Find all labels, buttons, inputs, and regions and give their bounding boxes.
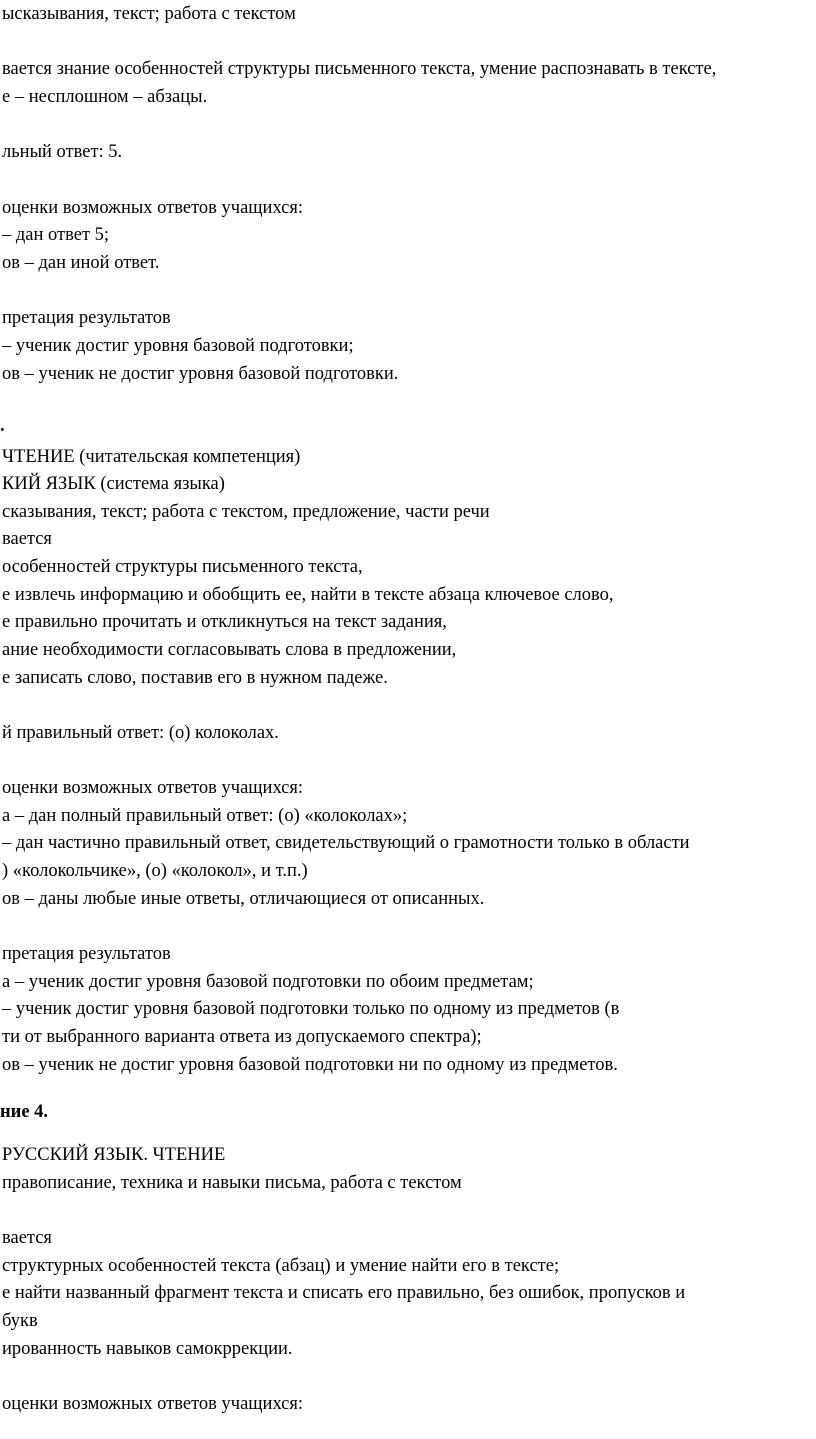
text-line: оценки возможных ответов учащихся: [2, 778, 304, 798]
text-line: ЧТЕНИЕ (читательская компетенция) [2, 447, 301, 467]
text-line: ов – ученик не достиг уровня базовой подготовки. [2, 364, 399, 384]
text-line: ов – дан иной ответ. [2, 253, 160, 273]
text-line: – ученик достиг уровня базовой подготовки; [2, 336, 354, 356]
text-line: вается [2, 1228, 52, 1248]
text-line: КИЙ ЯЗЫК (система языка) [2, 474, 225, 494]
text-line: вается [2, 529, 52, 549]
text-line: ти от выбранного варианта ответа из допускаемого спектра); [2, 1027, 482, 1047]
text-line: е записать слово, поставив его в нужном падеже. [2, 668, 388, 688]
text-line: оценки возможных ответов учащихся: [2, 1394, 304, 1414]
text-line: . [0, 416, 5, 436]
text-line: е найти названный фрагмент текста и списать его правильно, без ошибок, пропусков и [2, 1283, 686, 1303]
text-line: – дан ответ 5; [2, 225, 110, 245]
text-line: ированность навыков самокррекции. [2, 1339, 293, 1359]
text-line: ание необходимости согласовывать слова в предложении, [2, 640, 457, 660]
text-line: – ученик достиг уровня базовой подготовки только по одному из предметов (в [2, 999, 620, 1019]
text-line: сказывания, текст; работа с текстом, предложение, части речи [2, 502, 490, 522]
text-line: особенностей структуры письменного текста, [2, 557, 363, 577]
text-line: претация результатов [2, 308, 171, 328]
text-line: ысказывания, текст; работа с текстом [2, 4, 296, 24]
text-line: е – несплошном – абзацы. [2, 87, 208, 107]
text-line: е извлечь информацию и обобщить ее, найти в тексте абзаца ключевое слово, [2, 585, 614, 605]
text-line: е правильно прочитать и откликнуться на текст задания, [2, 612, 447, 632]
section-heading: ние 4. [0, 1102, 49, 1122]
text-line: ов – ученик не достиг уровня базовой подготовки ни по одному из предметов. [2, 1055, 618, 1075]
text-line: ) «колокольчике», (о) «колокол», и т.п.) [2, 861, 308, 881]
text-line: льный ответ: 5. [2, 142, 123, 162]
text-line: оценки возможных ответов учащихся: [2, 198, 304, 218]
text-line: структурных особенностей текста (абзац) и умение найти его в тексте; [2, 1256, 560, 1276]
text-line: й правильный ответ: (о) колоколах. [2, 723, 279, 743]
text-line: претация результатов [2, 944, 171, 964]
text-line: правописание, техника и навыки письма, работа с текстом [2, 1173, 462, 1193]
text-line: букв [2, 1311, 38, 1331]
text-line: РУССКИЙ ЯЗЫК. ЧТЕНИЕ [2, 1145, 226, 1165]
text-line: вается знание особенностей структуры письменного текста, умение распознавать в тексте, [2, 59, 717, 79]
text-line: а – дан полный правильный ответ: (о) «колоколах»; [2, 806, 408, 826]
text-line: а – ученик достиг уровня базовой подготовки по обоим предметам; [2, 972, 534, 992]
text-line: – дан частично правильный ответ, свидетельствующий о грамотности только в области [2, 833, 690, 853]
text-line: ов – даны любые иные ответы, отличающиеся от описанных. [2, 889, 485, 909]
